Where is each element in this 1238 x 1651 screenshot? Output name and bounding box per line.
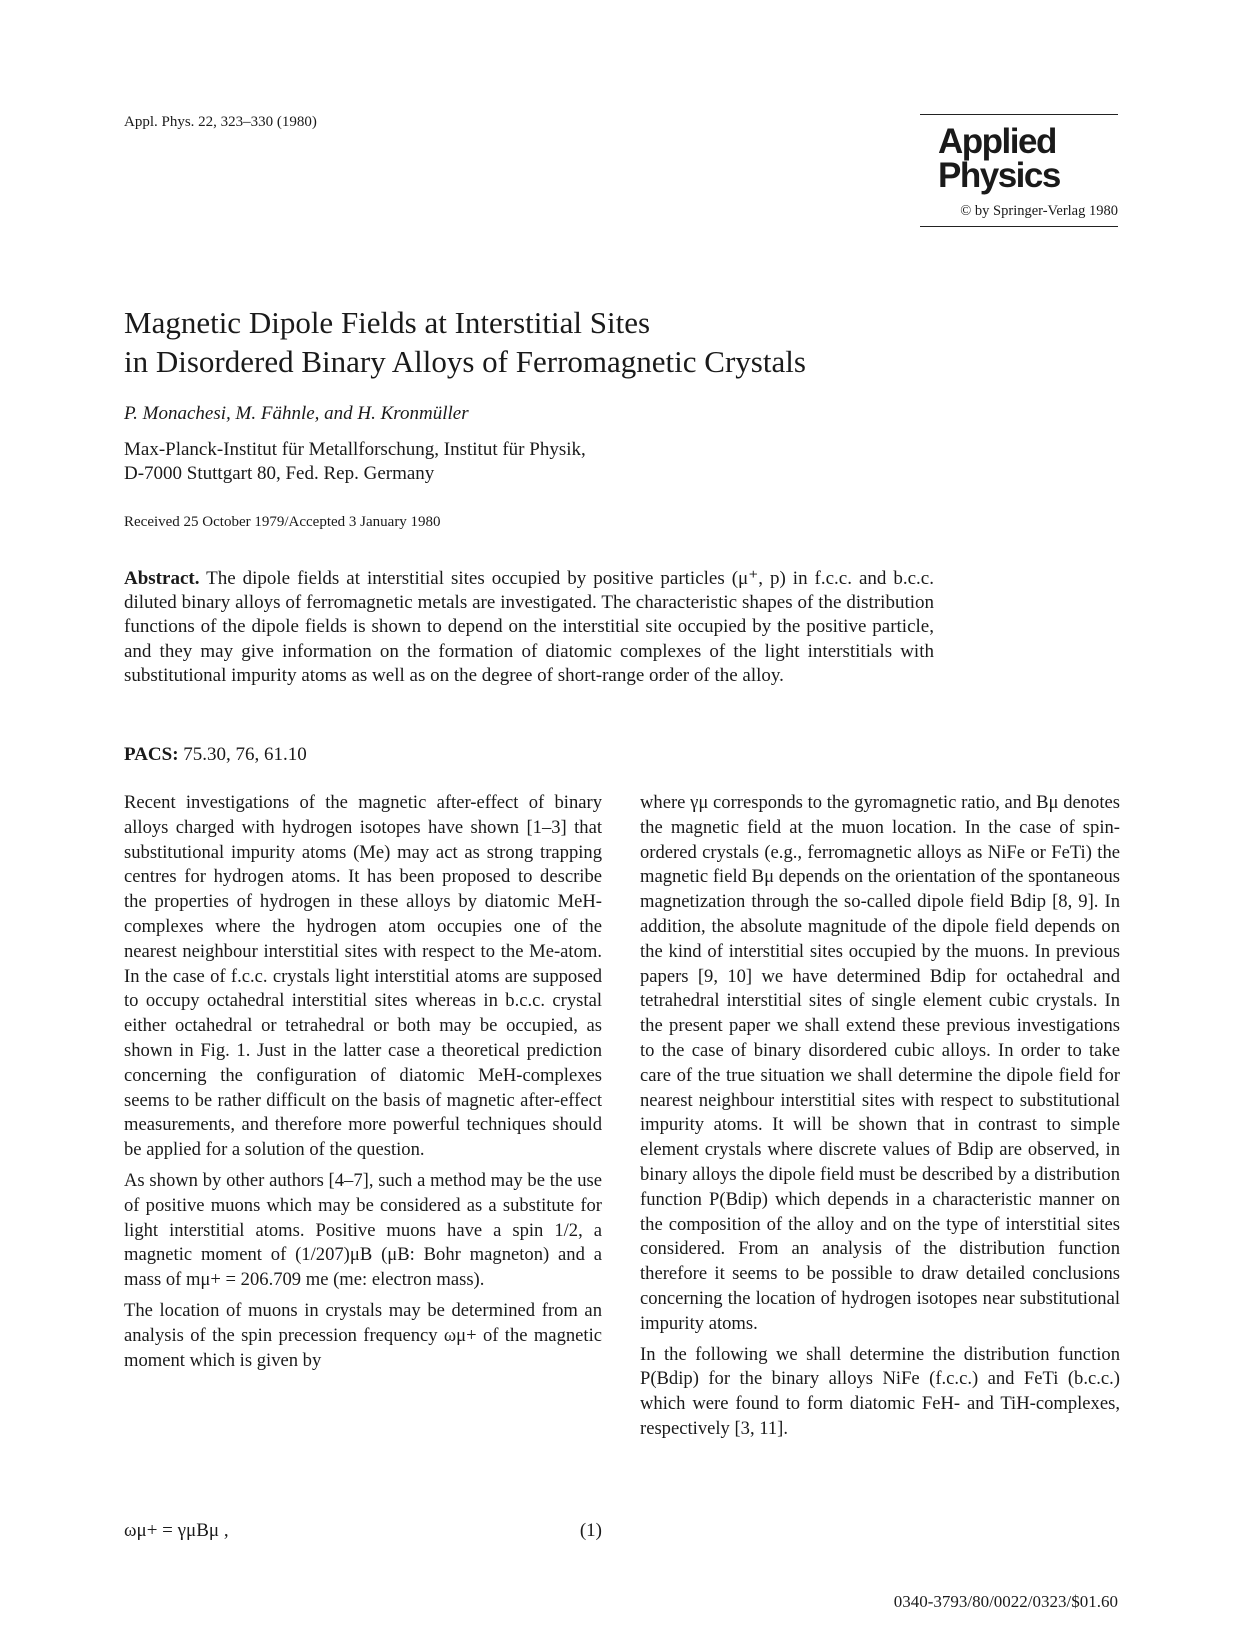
paragraph: where γμ corresponds to the gyromagnetic ratio, and Bμ denotes the magnetic field at the muon location. In the case of spin-ordered crystals (e.g., ferromagnetic alloys as NiFe or FeTi) the magnetic field Bμ depends on the orientation of the spontaneous magnetization through the so-called dipole field Bdip [8, 9]. In addition, the absolute magnitude of the dipole field depends on the kind of interstitial sites occupied by the muons. In previous papers [9, 10] we have determined Bdip for octahedral and tetrahedral interstitial sites of single element cubic crystals. In the present paper we shall extend these previous investigations to the case of binary disordered cubic alloys. In order to take care of the true situation we shall determine the dipole field for nearest neighbour interstitial sites with respect to substitutional impurity atoms. It will be shown that in contrast to simple element crystals where discrete values of Bdip are observed, in binary alloys the dipole field must be described by a distribution function P(Bdip) which depends in a characteristic manner on the composition of the alloy and on the type of interstitial sites considered. From an analysis of the distribution function therefore it seems to be possible to draw detailed conclusions concerning the location of hydrogen isotopes near substitutional impurity atoms. bbox=[640, 792, 1120, 1334]
abstract-label: Abstract. bbox=[124, 568, 200, 589]
copyright: © by Springer-Verlag 1980 bbox=[960, 203, 1118, 219]
received-date: Received 25 October 1979/Accepted 3 January 1980 bbox=[124, 514, 441, 530]
journal-name-line1: Applied bbox=[938, 122, 1056, 161]
pacs-label: PACS: bbox=[124, 744, 179, 765]
paper-title bbox=[124, 303, 1124, 381]
affiliation-line-1: Max-Planck-Institut für Metallforschung, Institut für Physik, bbox=[124, 439, 586, 460]
journal-logo bbox=[920, 114, 1118, 227]
title-line-1: Magnetic Dipole Fields at Interstitial Sites bbox=[124, 305, 651, 340]
affiliation bbox=[124, 438, 586, 486]
footer-code: 0340-3793/80/0022/0323/$01.60 bbox=[893, 1592, 1118, 1611]
affiliation-line-2: D-7000 Stuttgart 80, Fed. Rep. Germany bbox=[124, 463, 435, 484]
logo-rule-top bbox=[920, 114, 1118, 115]
logo-rule-bottom bbox=[920, 226, 1118, 227]
paragraph: As shown by other authors [4–7], such a method may be the use of positive muons which may be considered as a substitute for light interstitial atoms. Positive muons have a spin 1/2, a magnetic moment of (1/207)μB (μB: Bohr magneton) and a mass of mμ+ = 206.709 me (me: electron mass). bbox=[124, 1169, 602, 1291]
abstract-text: The dipole fields at interstitial sites occupied by positive particles (μ⁺, p) in f.c.c. and b.c.c. diluted binary alloys of ferromagnetic metals are investigated. The characteristic shapes of the distribution functions of the dipole fields is shown to depend on the interstitial site occupied by the positive particle, and they may give information on the formation of diatomic complexes of the light interstitials with substitutional impurity atoms as well as on the degree of short-range order of the alloy. bbox=[124, 568, 934, 686]
paragraph: In the following we shall determine the distribution function P(Bdip) for the binary alloys NiFe (f.c.c.) and FeTi (b.c.c.) which were found to form diatomic FeH- and TiH-complexes, respectively [3, 11]. bbox=[640, 1343, 1120, 1439]
pacs-value: 75.30, 76, 61.10 bbox=[183, 744, 307, 765]
paragraph: The location of muons in crystals may be determined from an analysis of the spin precession frequency ωμ+ of the magnetic moment which is given by bbox=[124, 1299, 602, 1371]
authors: P. Monachesi, M. Fähnle, and H. Kronmüller bbox=[124, 403, 469, 424]
equation-body: ωμ+ = γμBμ , bbox=[124, 1520, 229, 1541]
left-column bbox=[124, 791, 602, 1379]
journal-name-line2: Physics bbox=[938, 156, 1060, 195]
title-line-2: in Disordered Binary Alloys of Ferromagnetic Crystals bbox=[124, 344, 806, 379]
equation-1 bbox=[124, 1520, 602, 1542]
journal-citation: Appl. Phys. 22, 323–330 (1980) bbox=[124, 114, 317, 130]
paragraph: Recent investigations of the magnetic after-effect of binary alloys charged with hydrogen isotopes have shown [1–3] that substitutional impurity atoms (Me) may act as strong trapping centres for hydrogen atoms. It has been proposed to describe the properties of hydrogen in these alloys by diatomic MeH-complexes where the hydrogen atom occupies one of the nearest neighbour interstitial sites with respect to the Me-atom. In the case of f.c.c. crystals light interstitial atoms are supposed to occupy octahedral interstitial sites whereas in b.c.c. crystal either octahedral or tetrahedral or both may be occupied, as shown in Fig. 1. Just in the latter case a theoretical prediction concerning the configuration of diatomic MeH-complexes seems to be rather difficult on the basis of magnetic after-effect measurements, and therefore more powerful techniques should be applied for a solution of the question. bbox=[124, 792, 602, 1161]
equation-number: (1) bbox=[579, 1520, 602, 1541]
pacs bbox=[124, 744, 307, 766]
abstract bbox=[124, 567, 934, 688]
right-column bbox=[640, 791, 1120, 1448]
journal-name bbox=[920, 122, 1118, 195]
